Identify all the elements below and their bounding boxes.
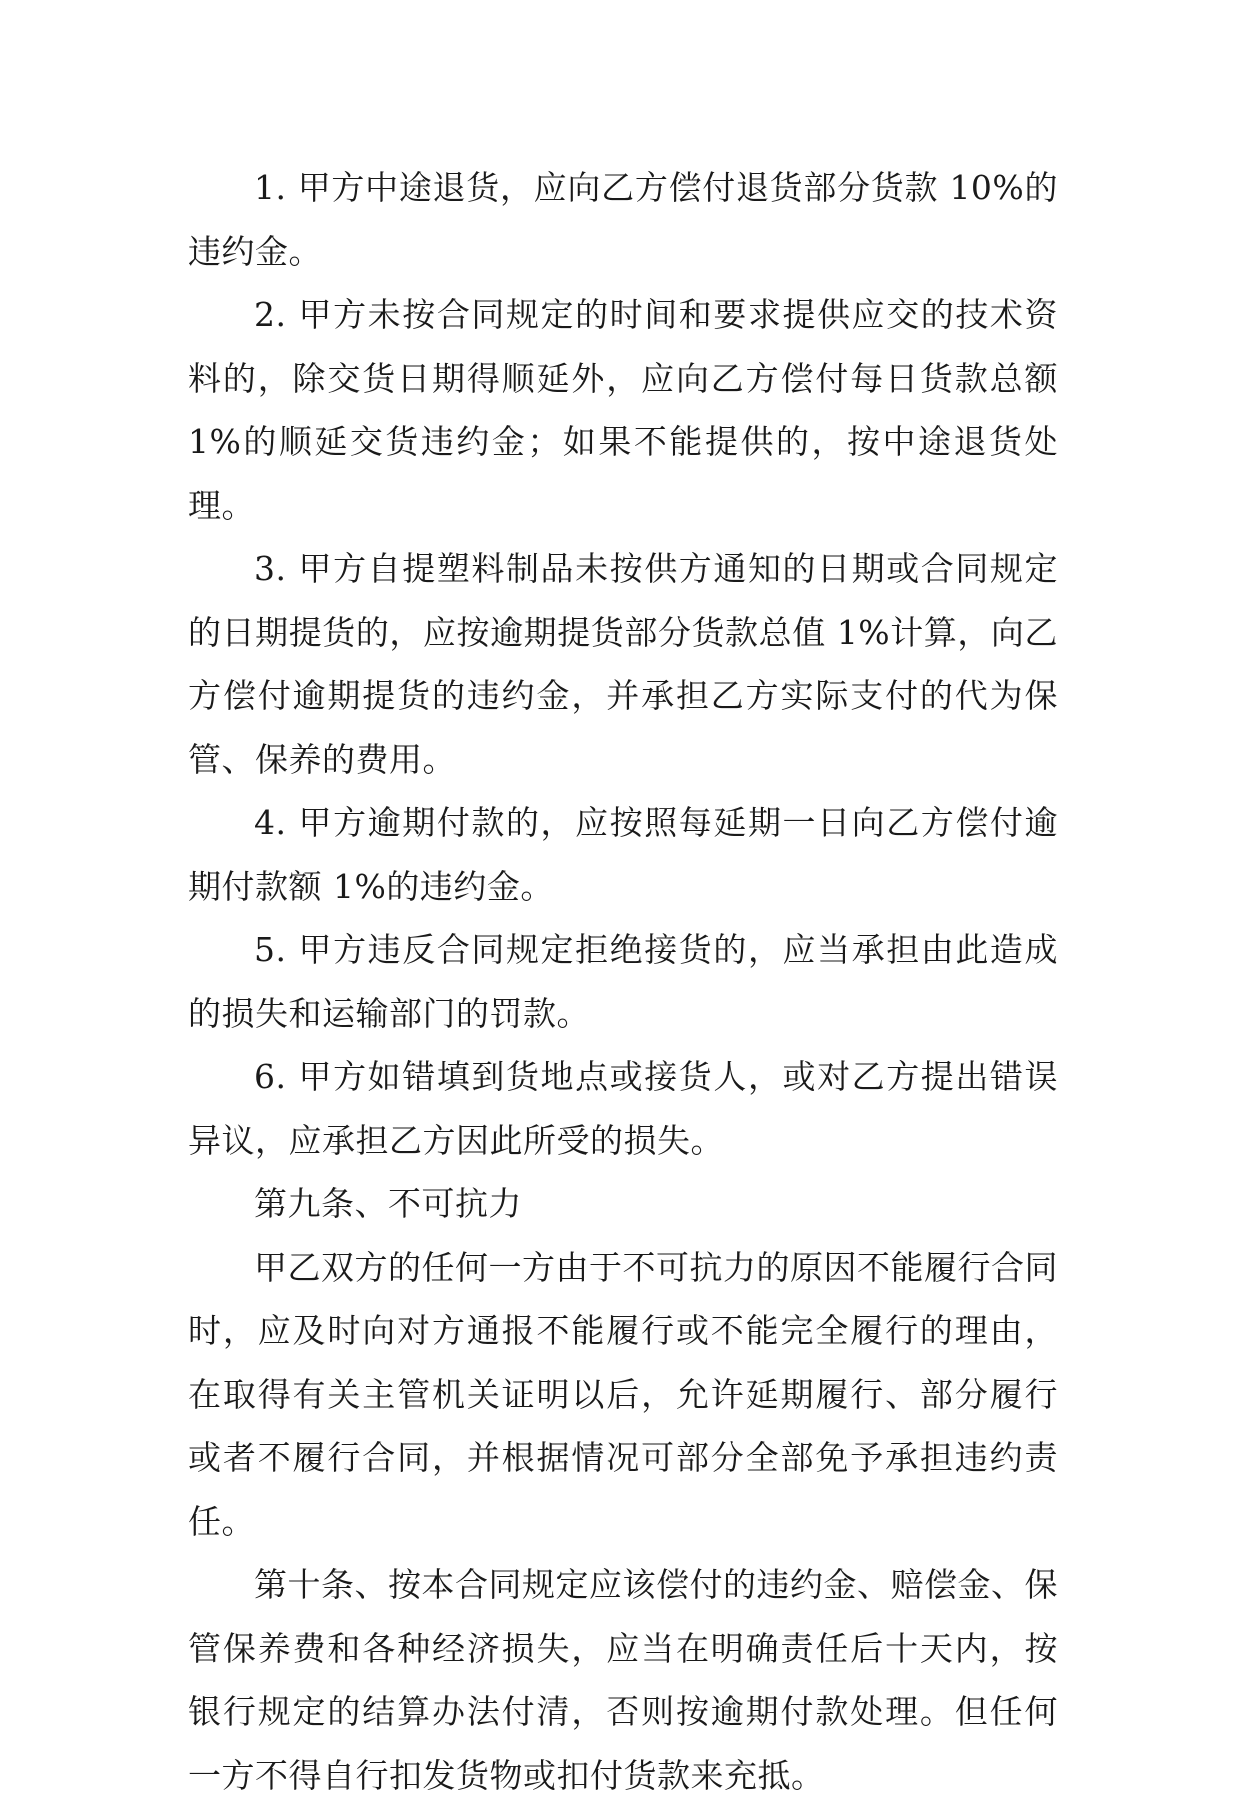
- paragraph-force-majeure: 甲乙双方的任何一方由于不可抗力的原因不能履行合同时，应及时向对方通报不能履行或不能完全履行的理由，在取得有关主管机关证明以后，允许延期履行、部分履行或者不履行合同，并根据情况可部分全部免予承担违约责任。: [188, 1247, 1058, 1541]
- paragraph-clause-1: 1. 甲方中途退货，应向乙方偿付退货部分货款 10%的违约金。: [188, 168, 1058, 271]
- paragraph-clause-6: 6. 甲方如错填到货地点或接货人，或对乙方提出错误异议，应承担乙方因此所受的损失。: [188, 1057, 1058, 1160]
- document-body: [188, 156, 1058, 1807]
- paragraph-clause-5: 5. 甲方违反合同规定拒绝接货的，应当承担由此造成的损失和运输部门的罚款。: [188, 930, 1058, 1033]
- paragraph-clause-3: 3. 甲方自提塑料制品未按供方通知的日期或合同规定的日期提货的，应按逾期提货部分货款总值 1%计算，向乙方偿付逾期提货的违约金，并承担乙方实际支付的代为保管、保养的费用。: [188, 549, 1058, 779]
- paragraph-clause-4: 4. 甲方逾期付款的，应按照每延期一日向乙方偿付逾期付款额 1%的违约金。: [188, 803, 1058, 906]
- paragraph-article-10: 第十条、按本合同规定应该偿付的违约金、赔偿金、保管保养费和各种经济损失，应当在明确责任后十天内，按银行规定的结算办法付清，否则按逾期付款处理。但任何一方不得自行扣发货物或扣付货款来充抵。: [188, 1565, 1058, 1795]
- section-heading-article-9: 第九条、不可抗力: [254, 1184, 522, 1223]
- paragraph-clause-2: 2. 甲方未按合同规定的时间和要求提供应交的技术资料的，除交货日期得顺延外，应向乙方偿付每日货款总额 1%的顺延交货违约金；如果不能提供的，按中途退货处理。: [188, 295, 1058, 525]
